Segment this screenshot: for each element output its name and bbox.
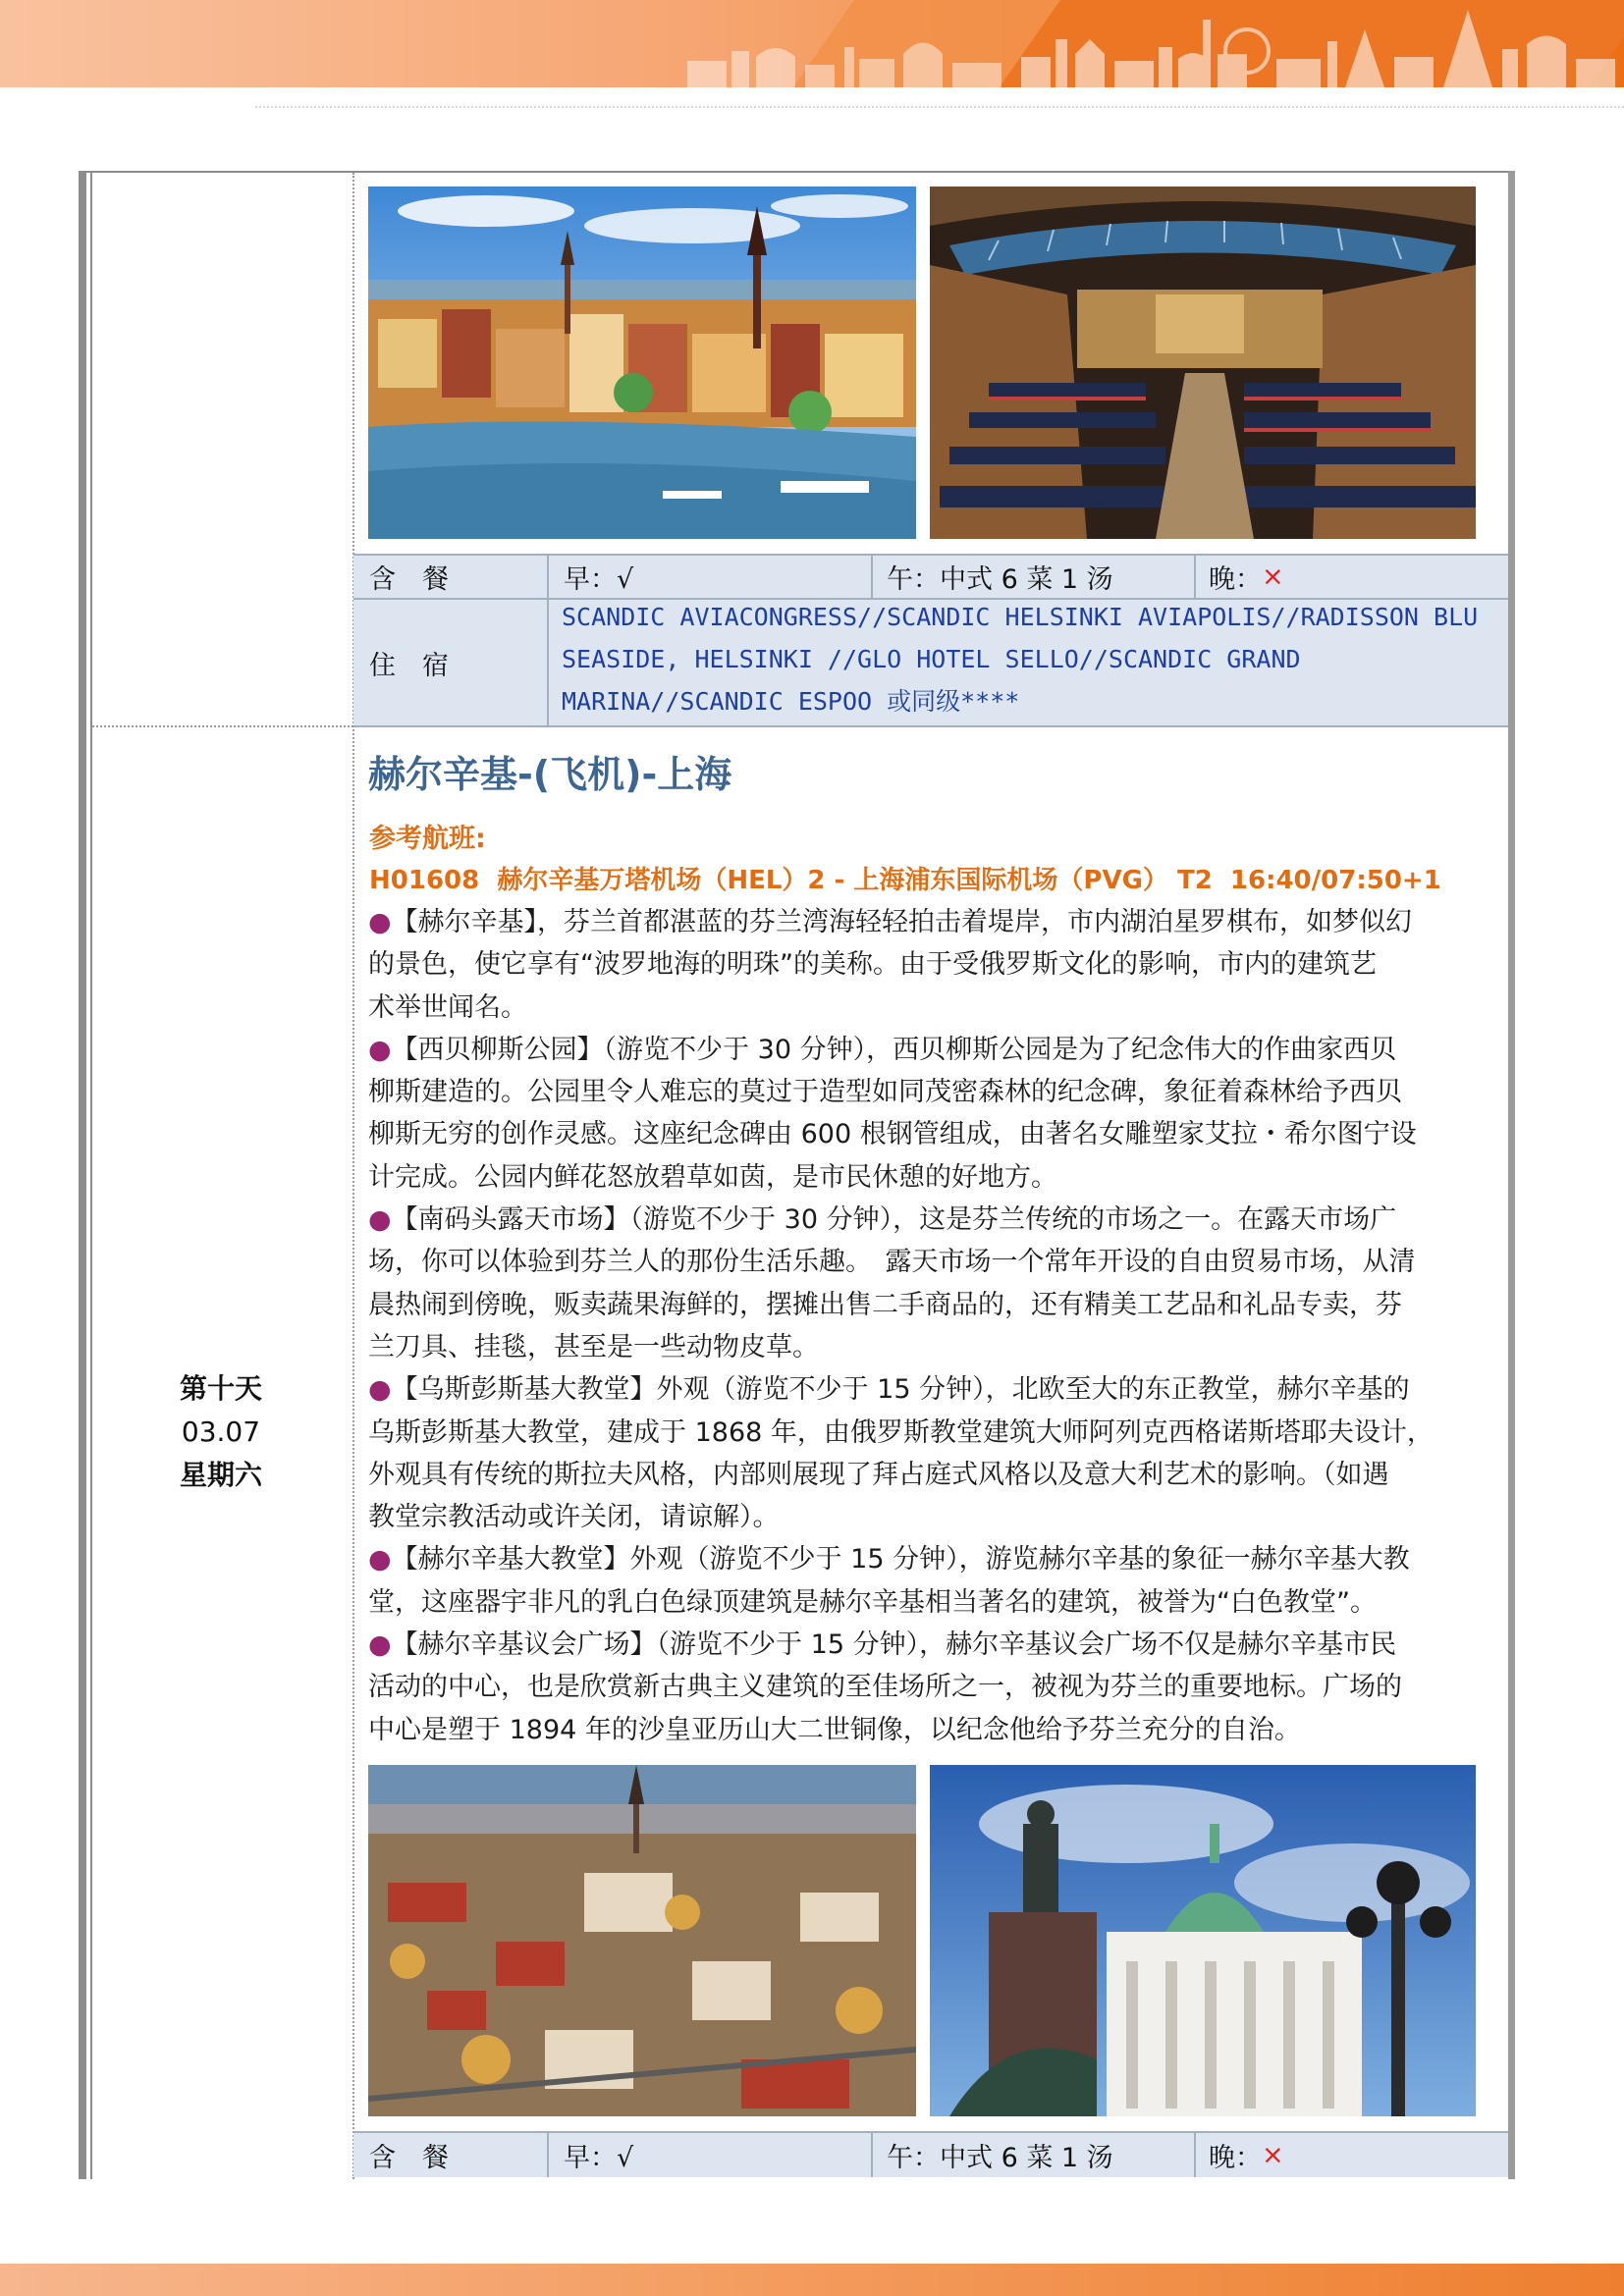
paragraph-senate-square: ●【赫尔辛基议会广场】（游览不少于 15 分钟），赫尔辛基议会广场不仅是赫尔辛基市民 活动的中心，也是欣赏新古典主义建筑的至佳场所之一，被视为芬兰的重要地标。广场的 中心是塑于 1894 年的沙皇亚历山大二世铜像，以纪念他给予芬兰充分的自治。 xyxy=(368,1629,1402,1745)
meals-label: 含 餐 xyxy=(369,2142,449,2173)
hotel-list xyxy=(562,596,1494,722)
hotel-label: 住 宿 xyxy=(369,650,449,681)
row-rule xyxy=(353,725,1508,727)
header-dotted-rule xyxy=(255,106,1624,108)
lunch-value: 午：中式 6 菜 1 汤 xyxy=(887,2142,1113,2173)
col-rule xyxy=(547,2132,549,2177)
dinner-value xyxy=(1209,555,1284,599)
col-rule xyxy=(1194,2132,1196,2177)
paragraph-helsinki-cathedral: ●【赫尔辛基大教堂】外观（游览不少于 15 分钟），游览赫尔辛基的象征一赫尔辛基大教 堂，这座器宇非凡的乳白色绿顶建筑是赫尔辛基相当著名的建筑，被誉为“白色教堂”。 xyxy=(368,1544,1410,1618)
table-border-left xyxy=(79,171,86,2179)
table-border-right xyxy=(1508,171,1515,2179)
dinner-cross-mark: × xyxy=(1262,561,1284,592)
dinner-cross-mark: × xyxy=(1262,2139,1284,2170)
paragraph-helsinki: ●【赫尔辛基】，芬兰首都湛蓝的芬兰湾海轻轻拍击着堤岸，市内湖泊星罗棋布，如梦似幻 的景色，使它享有“波罗地海的明珠”的美称。由于受俄罗斯文化的影响，市内的建筑艺 术举世闻名。 xyxy=(368,907,1413,1023)
table-border-left-inner xyxy=(90,171,92,2179)
col-rule xyxy=(871,2132,873,2177)
bullet-icon: ● xyxy=(368,1544,392,1575)
breakfast-value: 早：√ xyxy=(564,2142,634,2173)
city-skyline-decoration xyxy=(0,0,1624,87)
bullet-icon: ● xyxy=(368,907,392,937)
photo-rock-church-interior xyxy=(930,187,1476,539)
page-footer-band xyxy=(0,2264,1624,2296)
itinerary-title: 赫尔辛基-(飞机)-上海 xyxy=(368,753,732,796)
paragraph-market-square: ●【南码头露天市场】（游览不少于 30 分钟），这是芬兰传统的市场之一。在露天市场广 场，你可以体验到芬兰人的那份生活乐趣。 露天市场一个常年开设的自由贸易市场，从清 晨热闹到傍晚，贩卖蔬果海鲜的，摆摊出售二手商品的，还有精美工艺品和礼品专卖，芬 兰刀具、挂毯，甚至是一些动物皮草。 xyxy=(368,1204,1416,1362)
hotel-line: SCANDIC AVIACONGRESS//SCANDIC HELSINKI AVIAPOLIS//RADISSON BLU xyxy=(562,603,1479,631)
table-border-top xyxy=(79,171,1515,173)
col-rule xyxy=(547,555,549,726)
photo-stockholm-old-town xyxy=(368,187,916,539)
hotel-line: SEASIDE, HELSINKI //GLO HOTEL SELLO//SCANDIC GRAND xyxy=(562,645,1301,673)
breakfast-value: 早：√ xyxy=(564,564,634,595)
flight-heading: 参考航班: xyxy=(369,824,486,854)
day-info xyxy=(118,1367,324,1497)
dinner-prefix: 晚： xyxy=(1209,564,1262,595)
photo-senate-square-statue xyxy=(930,1765,1476,2116)
hotel-line: MARINA//SCANDIC ESPOO 或同级**** xyxy=(562,687,1020,716)
bullet-icon: ● xyxy=(368,1034,392,1065)
bullet-icon: ● xyxy=(368,1204,392,1236)
col-rule xyxy=(1194,555,1196,599)
bullet-icon: ● xyxy=(368,1374,392,1406)
table-column-divider xyxy=(352,173,354,2179)
photo-helsinki-aerial xyxy=(368,1765,916,2116)
itinerary-body xyxy=(368,901,1505,1751)
paragraph-uspenski-cathedral: ●【乌斯彭斯基大教堂】外观（游览不少于 15 分钟），北欧至大的东正教堂，赫尔辛基的 乌斯彭斯基大教堂，建成于 1868 年，由俄罗斯教堂建筑大师阿列克西格诺斯塔耶夫设计， 外观具有传统的斯拉夫风格，内部则展现了拜占庭式风格以及意大利艺术的影响。（如遇 教堂宗教活动或许关闭，请谅解）。 xyxy=(368,1374,1434,1533)
day-date: 03.07 xyxy=(181,1415,261,1448)
flight-detail: H01608 赫尔辛基万塔机场（HEL）2 - 上海浦东国际机场（PVG） T2 16:40/07:50+1 xyxy=(369,866,1441,895)
lunch-value: 午：中式 6 菜 1 汤 xyxy=(887,564,1113,595)
page-header-band xyxy=(0,0,1624,87)
col-rule xyxy=(871,555,873,599)
paragraph-sibelius-park: ●【西贝柳斯公园】（游览不少于 30 分钟），西贝柳斯公园是为了纪念伟大的作曲家西贝 柳斯建造的。公园里令人难忘的莫过于造型如同茂密森林的纪念碑，象征着森林给予西贝 柳斯无穷的创作灵感。这座纪念碑由 600 根钢管组成，由著名女雕塑家艾拉・希尔图宁设 计完成。公园内鲜花怒放碧草如茵，是市民休憩的好地方。 xyxy=(368,1034,1417,1193)
meals-label: 含 餐 xyxy=(369,564,449,595)
dinner-prefix: 晚： xyxy=(1209,2142,1262,2173)
day-number: 第十天 xyxy=(179,1372,262,1405)
day-weekday: 星期六 xyxy=(179,1459,262,1491)
dinner-value xyxy=(1209,2132,1284,2177)
bullet-icon: ● xyxy=(368,1629,392,1661)
